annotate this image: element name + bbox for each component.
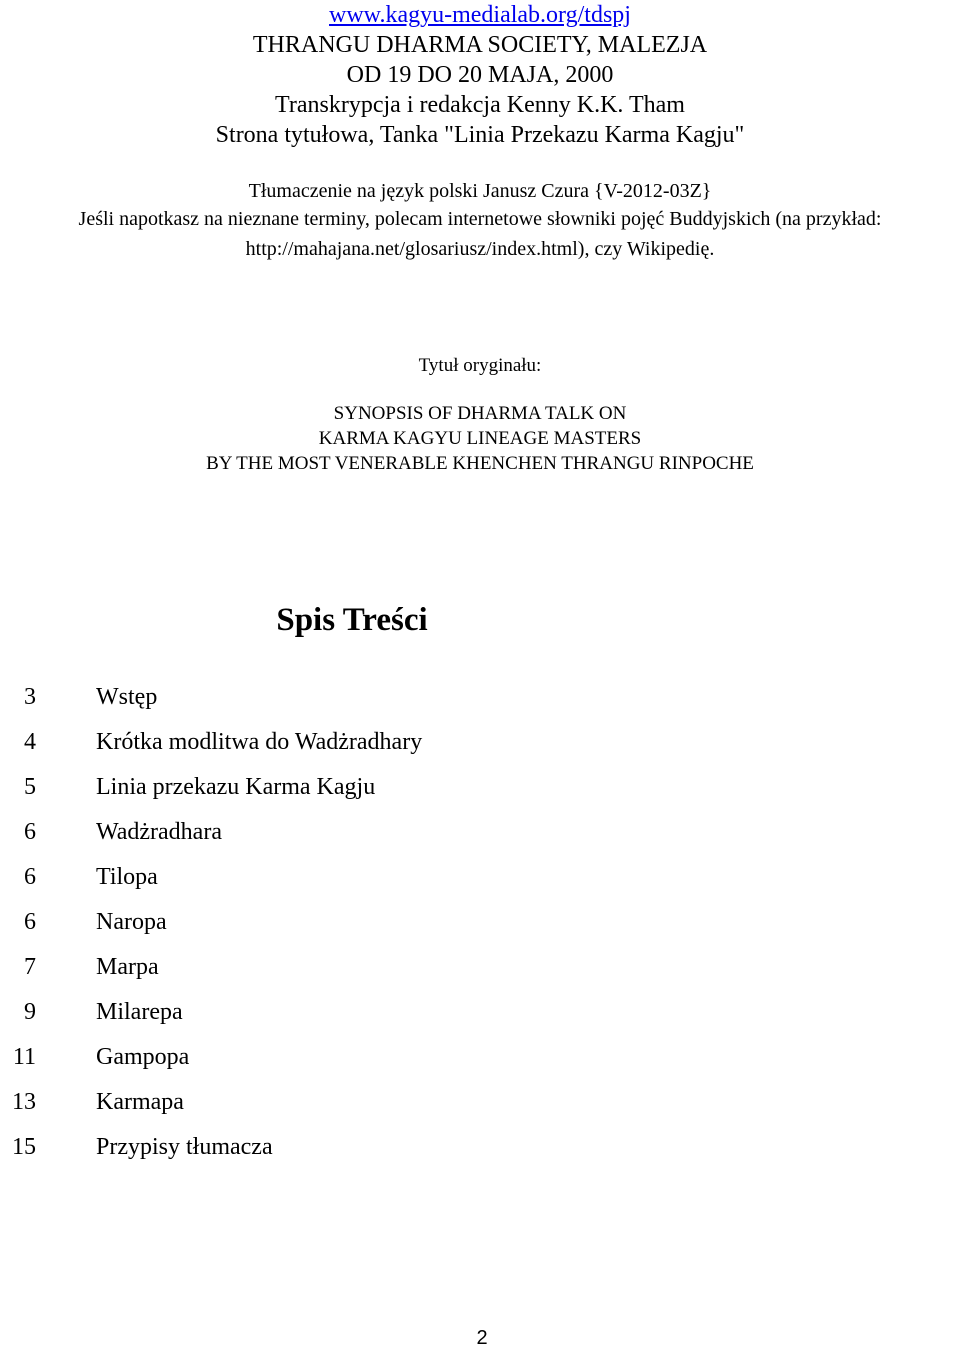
toc-entry xyxy=(0,730,600,760)
toc-entry xyxy=(0,775,600,805)
toc-entry-page: 5 xyxy=(24,774,36,800)
original-title-line3: BY THE MOST VENERABLE KHENCHEN THRANGU RINPOCHE xyxy=(206,453,754,474)
toc-entry-label: Linia przekazu Karma Kagju xyxy=(96,774,376,800)
toc-entry-label: Krótka modlitwa do Wadżradhary xyxy=(96,729,423,755)
toc-entry-label: Gampopa xyxy=(96,1044,190,1070)
toc-title: Spis Treści xyxy=(276,602,428,638)
toc-entry xyxy=(0,955,600,985)
toc-entry xyxy=(0,1000,600,1030)
translator-credit: Tłumaczenie na język polski Janusz Czura {V-2012-03Z} xyxy=(248,180,712,202)
title-page-caption: Strona tytułowa, Tanka "Linia Przekazu Karma Kagju" xyxy=(215,122,745,148)
toc-entry xyxy=(0,1090,600,1120)
toc-entry-label: Marpa xyxy=(96,954,159,980)
glossary-note-line1: Jeśli napotkasz na nieznane terminy, polecam internetowe słowniki pojęć Buddyjskich (na przykład: xyxy=(78,208,882,230)
toc-entry-label: Milarepa xyxy=(96,999,183,1025)
toc-entry-page: 6 xyxy=(24,819,36,845)
page-number: 2 xyxy=(476,1327,488,1349)
original-title-line1: SYNOPSIS OF DHARMA TALK ON xyxy=(333,403,627,424)
toc-entry-label: Wstęp xyxy=(96,684,158,710)
toc-entry xyxy=(0,685,600,715)
toc-entry-page: 4 xyxy=(24,729,36,755)
transcription-credit: Transkrypcja i redakcja Kenny K.K. Tham xyxy=(275,92,685,118)
toc-entry-page: 7 xyxy=(24,954,36,980)
toc-entry-page: 3 xyxy=(24,684,36,710)
website-link[interactable]: www.kagyu-medialab.org/tdspj xyxy=(329,2,631,28)
toc-entry-label: Tilopa xyxy=(96,864,158,890)
toc-entry-page: 6 xyxy=(24,909,36,935)
toc-entry xyxy=(0,910,600,940)
glossary-note-line2: http://mahajana.net/glosariusz/index.html), czy Wikipedię. xyxy=(245,238,715,260)
toc-entry-page: 11 xyxy=(12,1044,36,1070)
toc-entry-page: 6 xyxy=(24,864,36,890)
toc-entry-label: Wadżradhara xyxy=(96,819,222,845)
original-title-line2: KARMA KAGYU LINEAGE MASTERS xyxy=(318,428,642,449)
toc-entry xyxy=(0,865,600,895)
toc-entry-page: 9 xyxy=(24,999,36,1025)
toc-entry-label: Naropa xyxy=(96,909,167,935)
toc-entry-label: Przypisy tłumacza xyxy=(96,1134,273,1160)
toc-entry xyxy=(0,1135,600,1165)
toc-entry-page: 15 xyxy=(12,1134,36,1160)
organization-heading: THRANGU DHARMA SOCIETY, MALEZJA xyxy=(252,32,708,58)
toc-entry-page: 13 xyxy=(12,1089,36,1115)
toc-entry xyxy=(0,1045,600,1075)
toc-entry-label: Karmapa xyxy=(96,1089,184,1115)
toc-entry xyxy=(0,820,600,850)
original-title-label: Tytuł oryginału: xyxy=(418,355,542,376)
date-heading: OD 19 DO 20 MAJA, 2000 xyxy=(346,62,614,88)
